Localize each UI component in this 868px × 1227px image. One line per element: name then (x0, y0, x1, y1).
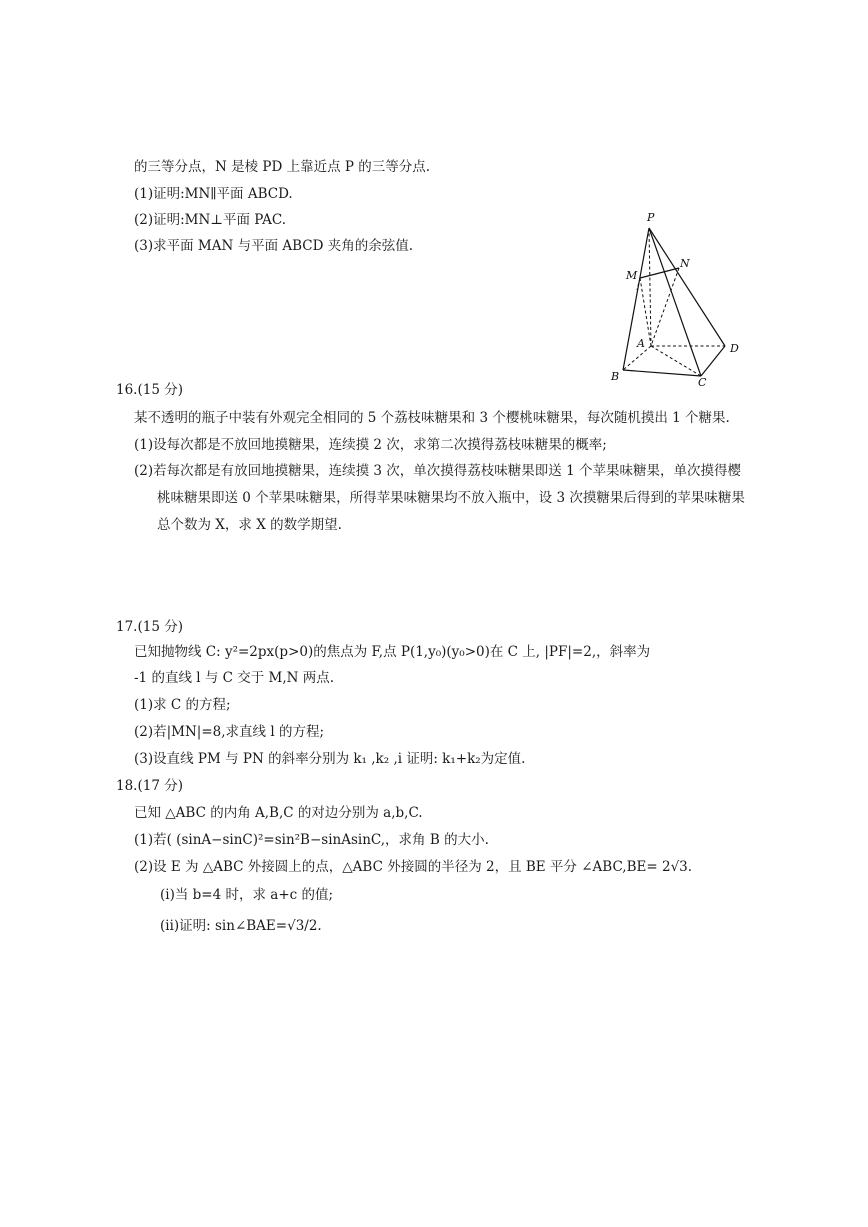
label-M: M (626, 269, 638, 282)
q18-part-2-ii: (ⅱ)证明: sin∠BAE=√3/2. (160, 918, 322, 934)
q18-part-2-i: (ⅰ)当 b=4 时，求 a+c 的值; (160, 887, 334, 903)
q16-stem: 某不透明的瓶子中装有外观完全相同的 5 个荔枝味糖果和 3 个樱桃味糖果，每次随机摸出 1 个糖果. (134, 410, 730, 426)
pyramid-figure (605, 208, 765, 388)
label-A: A (637, 337, 645, 350)
label-D: D (730, 342, 739, 355)
q17-stem-line-1: 已知抛物线 C: y²=2px(p>0)的焦点为 F,点 P(1,y₀)(y₀>0)在 C 上, |PF|=2,，斜率为 (134, 644, 651, 660)
label-B: B (611, 370, 620, 383)
q16-header: 16.(15 分) (116, 382, 183, 398)
q16-part-1: (1)设每次都是不放回地摸糖果，连续摸 2 次，求第二次摸得荔枝味糖果的概率; (134, 437, 607, 453)
q17-stem-line-2: -1 的直线 l 与 C 交于 M,N 两点. (134, 670, 335, 686)
q18-header: 18.(17 分) (116, 778, 183, 794)
q17-part-1: (1)求 C 的方程; (134, 697, 231, 713)
q15-intro-tail: 的三等分点，N 是棱 PD 上靠近点 P 的三等分点. (134, 159, 431, 175)
q15-part-1: (1)证明:MN∥平面 ABCD. (134, 186, 293, 202)
q16-part-2-line-1: (2)若每次都是有放回地摸糖果，连续摸 3 次，单次摸得荔枝味糖果即送 1 个苹果味糖果，单次摸得樱 (134, 463, 741, 479)
q16-part-2-line-2: 桃味糖果即送 0 个苹果味糖果，所得苹果味糖果均不放入瓶中，设 3 次摸糖果后得到的苹果味糖果 (157, 490, 745, 506)
label-C: C (698, 376, 707, 388)
q15-part-3: (3)求平面 MAN 与平面 ABCD 夹角的余弦值. (134, 238, 414, 254)
q18-stem: 已知 △ABC 的内角 A,B,C 的对边分别为 a,b,C. (134, 805, 423, 821)
label-P: P (647, 211, 655, 224)
q17-header: 17.(15 分) (116, 619, 183, 635)
label-N: N (680, 257, 690, 270)
q18-part-2: (2)设 E 为 △ABC 外接圆上的点，△ABC 外接圆的半径为 2，且 BE 平分 ∠ABC,BE= 2√3. (134, 859, 693, 875)
q17-part-3: (3)设直线 PM 与 PN 的斜率分别为 k₁ ,k₂ ,i 证明: k₁+k₂为定值. (134, 751, 526, 767)
q18-part-1: (1)若( (sinA−sinC)²=sin²B−sinAsinC,，求角 B 的大小. (134, 832, 489, 848)
q16-part-2-line-3: 总个数为 X，求 X 的数学期望. (157, 517, 342, 533)
q15-part-2: (2)证明:MN⊥平面 PAC. (134, 212, 287, 228)
q17-part-2: (2)若|MN|=8,求直线 l 的方程; (134, 724, 324, 740)
